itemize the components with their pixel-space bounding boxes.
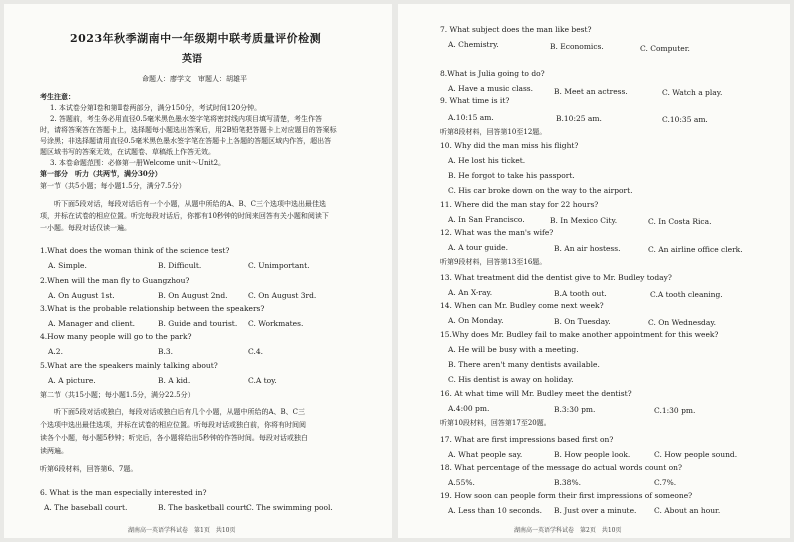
option-2c: C. On August 3rd. [248,291,317,300]
note-2-line-3: 号涂黑；非选择题请用直径0.5毫米黑色墨水签字笔在答题卡上各题的答题区域内作答，超出答 [40,137,332,145]
option-8c: C. Watch a play. [662,88,723,97]
option-18a: A.55%. [448,478,475,487]
material-8-instruction: 听第8段材料，回答第10至12题。 [440,128,547,136]
question-18: 18. What percentage of the message do actual words count on? [440,463,682,472]
question-19: 19. How soon can people form their first impressions of someone? [440,491,693,500]
question-6: 6. What is the man especially interested in? [40,488,207,497]
option-19a: A. Less than 10 seconds. [448,506,543,515]
question-2: 2.When will the man fly to Guangzhou? [40,276,190,285]
question-12: 12. What was the man's wife? [440,228,554,237]
section-1-instruction-3: 一小题。每段对话仅读一遍。 [40,224,131,232]
option-9b: B.10:25 am. [556,114,602,123]
option-2a: A. On August 1st. [48,291,115,300]
note-2-line-1: 2. 答题前，考生务必用直径0.5毫米黑色墨水签字笔将密封线内项目填写清楚，考生作答 [50,115,323,123]
option-4a: A.2. [48,347,63,356]
option-13a: A. An X-ray. [448,288,493,297]
option-5c: C.A toy. [248,376,277,385]
option-18c: C.7%. [654,478,677,487]
author-line: 命题人：廖学文 审题人：胡雄平 [142,75,247,83]
note-3: 3. 本卷命题范围：必修第一册Welcome unit～Unit2。 [50,159,226,167]
option-14a: A. On Monday. [448,316,504,325]
option-11a: A. In San Francisco. [448,215,525,224]
option-8b: B. Meet an actress. [554,87,628,96]
option-10b: B. He forgot to take his passport. [448,171,575,180]
note-1: 1. 本试卷分第Ⅰ卷和第Ⅱ卷两部分，满分150分，考试时间120分钟。 [50,104,262,112]
part-1-heading: 第一部分 听力（共两节，满分30分） [40,169,162,178]
section-2-instruction-1: 听下面5段对话或独白，每段对话或独白后有几个小题，从题中所给的A、B、C三 [54,408,306,416]
option-3a: A. Manager and client. [48,319,135,328]
option-3b: B. Guide and tourist. [158,319,238,328]
option-2b: B. On August 2nd. [158,291,228,300]
option-19c: C. About an hour. [654,506,721,515]
option-4c: C.4. [248,347,264,356]
option-10c: C. His car broke down on the way to the airport. [448,186,633,195]
subject-title: 英语 [182,54,202,65]
option-8a: A. Have a music class. [448,84,534,93]
exam-page-left [4,4,392,538]
option-13b: B.A tooth out. [554,289,607,298]
option-15a: A. He will be busy with a meeting. [448,345,579,354]
material-9-instruction: 听第9段材料，回答第13至16题。 [440,258,547,266]
page-footer-left: 湖南高一英语学科试卷 第1页 共10页 [128,527,236,534]
question-7: 7. What subject does the man like best? [440,25,592,34]
question-3: 3.What is the probable relationship between the speakers? [40,304,265,313]
option-3c: C. Workmates. [248,319,304,328]
option-12c: C. An airline office clerk. [648,245,743,254]
section-2-heading: 第二节（共15小题；每小题1.5分，满分22.5分） [40,391,195,399]
option-1b: B. Difficult. [158,261,202,270]
option-15b: B. There aren't many dentists available. [448,360,600,369]
exam-title: 2023年秋季湖南中一年级期中联考质量评价检测 [70,32,322,45]
option-17c: C. How people sound. [654,450,738,459]
option-12b: B. An air hostess. [554,244,621,253]
option-17a: A. What people say. [448,450,523,459]
option-12a: A. A tour guide. [448,243,508,252]
question-5: 5.What are the speakers mainly talking about? [40,361,218,370]
section-2-instruction-3: 读各个小题，每小题5秒钟；听完后，各小题将给出5秒钟的作答时间。每段对话或独白 [40,434,308,442]
option-16a: A.4:00 pm. [448,404,490,413]
option-1a: A. Simple. [48,261,87,270]
page-footer-right: 湖南高一英语学科试卷 第2页 共10页 [514,527,622,534]
section-2-instruction-2: 个选项中选出最佳选项，并标在试卷的相应位置。听每段对话或独白前，你将有时间阅 [40,421,306,429]
question-8: 8.What is Julia going to do? [440,69,545,78]
section-1-instruction-1: 听下面5段对话，每段对话后有一个小题，从题中所给的A、B、C三个选项中选出最佳选 [54,200,327,208]
option-14b: B. On Tuesday. [554,317,611,326]
question-1: 1.What does the woman think of the science test? [40,246,230,255]
option-14c: C. On Wednesday. [648,318,716,327]
option-9a: A.10:15 am. [448,113,494,122]
option-10a: A. He lost his ticket. [448,156,526,165]
note-2-line-2: 时，请将答案答在答题卡上，选择题每小题选出答案后，用2B铅笔把答题卡上对应题目的答案标 [40,126,337,134]
question-4: 4.How many people will go to the park? [40,332,192,341]
question-15: 15.Why does Mr. Budley fail to make another appointment for this week? [440,330,719,339]
material-6-instruction: 听第6段材料，回答第6、7题。 [40,465,138,473]
option-4b: B.3. [158,347,174,356]
option-13c: C.A tooth cleaning. [650,290,723,299]
question-10: 10. Why did the man miss his flight? [440,141,579,150]
option-5a: A. A picture. [48,376,96,385]
option-6c: C. The swimming pool. [246,503,333,512]
question-14: 14. When can Mr. Budley come next week? [440,301,604,310]
exam-page-right [398,4,790,538]
note-2-line-4: 题区域书写的答案无效，在试题卷、草稿纸上作答无效。 [40,148,215,156]
option-7c: C. Computer. [640,44,690,53]
option-1c: C. Unimportant. [248,261,310,270]
option-11b: B. In Mexico City. [550,216,618,225]
option-5b: B. A kid. [158,376,191,385]
question-17: 17. What are first impressions based first on? [440,435,614,444]
question-11: 11. Where did the man stay for 22 hours? [440,200,599,209]
option-16c: C.1:30 pm. [654,406,696,415]
option-11c: C. In Costa Rica. [648,217,712,226]
section-1-heading: 第一节（共5小题；每小题1.5分，满分7.5分） [40,182,186,190]
option-9c: C.10:35 am. [662,115,708,124]
notes-heading: 考生注意： [40,92,75,101]
option-6b: B. The basketball court. [158,503,250,512]
option-6a: A. The baseball court. [44,503,128,512]
section-2-instruction-4: 读两遍。 [40,447,68,455]
question-16: 16. At what time will Mr. Budley meet the dentist? [440,389,632,398]
material-10-instruction: 听第10段材料，回答第17至20题。 [440,419,551,427]
question-13: 13. What treatment did the dentist give to Mr. Budley today? [440,273,672,282]
option-17b: B. How people look. [554,450,631,459]
option-7a: A. Chemistry. [448,40,499,49]
option-15c: C. His dentist is away on holiday. [448,375,574,384]
option-19b: B. Just over a minute. [554,506,637,515]
option-16b: B.3:30 pm. [554,405,596,414]
option-18b: B.38%. [554,478,581,487]
option-7b: B. Economics. [550,42,604,51]
section-1-instruction-2: 项，并标在试卷的相应位置。听完每段对话后，你都有10秒钟的时间来回答有关小题和阅读下 [40,212,329,220]
question-9: 9. What time is it? [440,96,510,105]
